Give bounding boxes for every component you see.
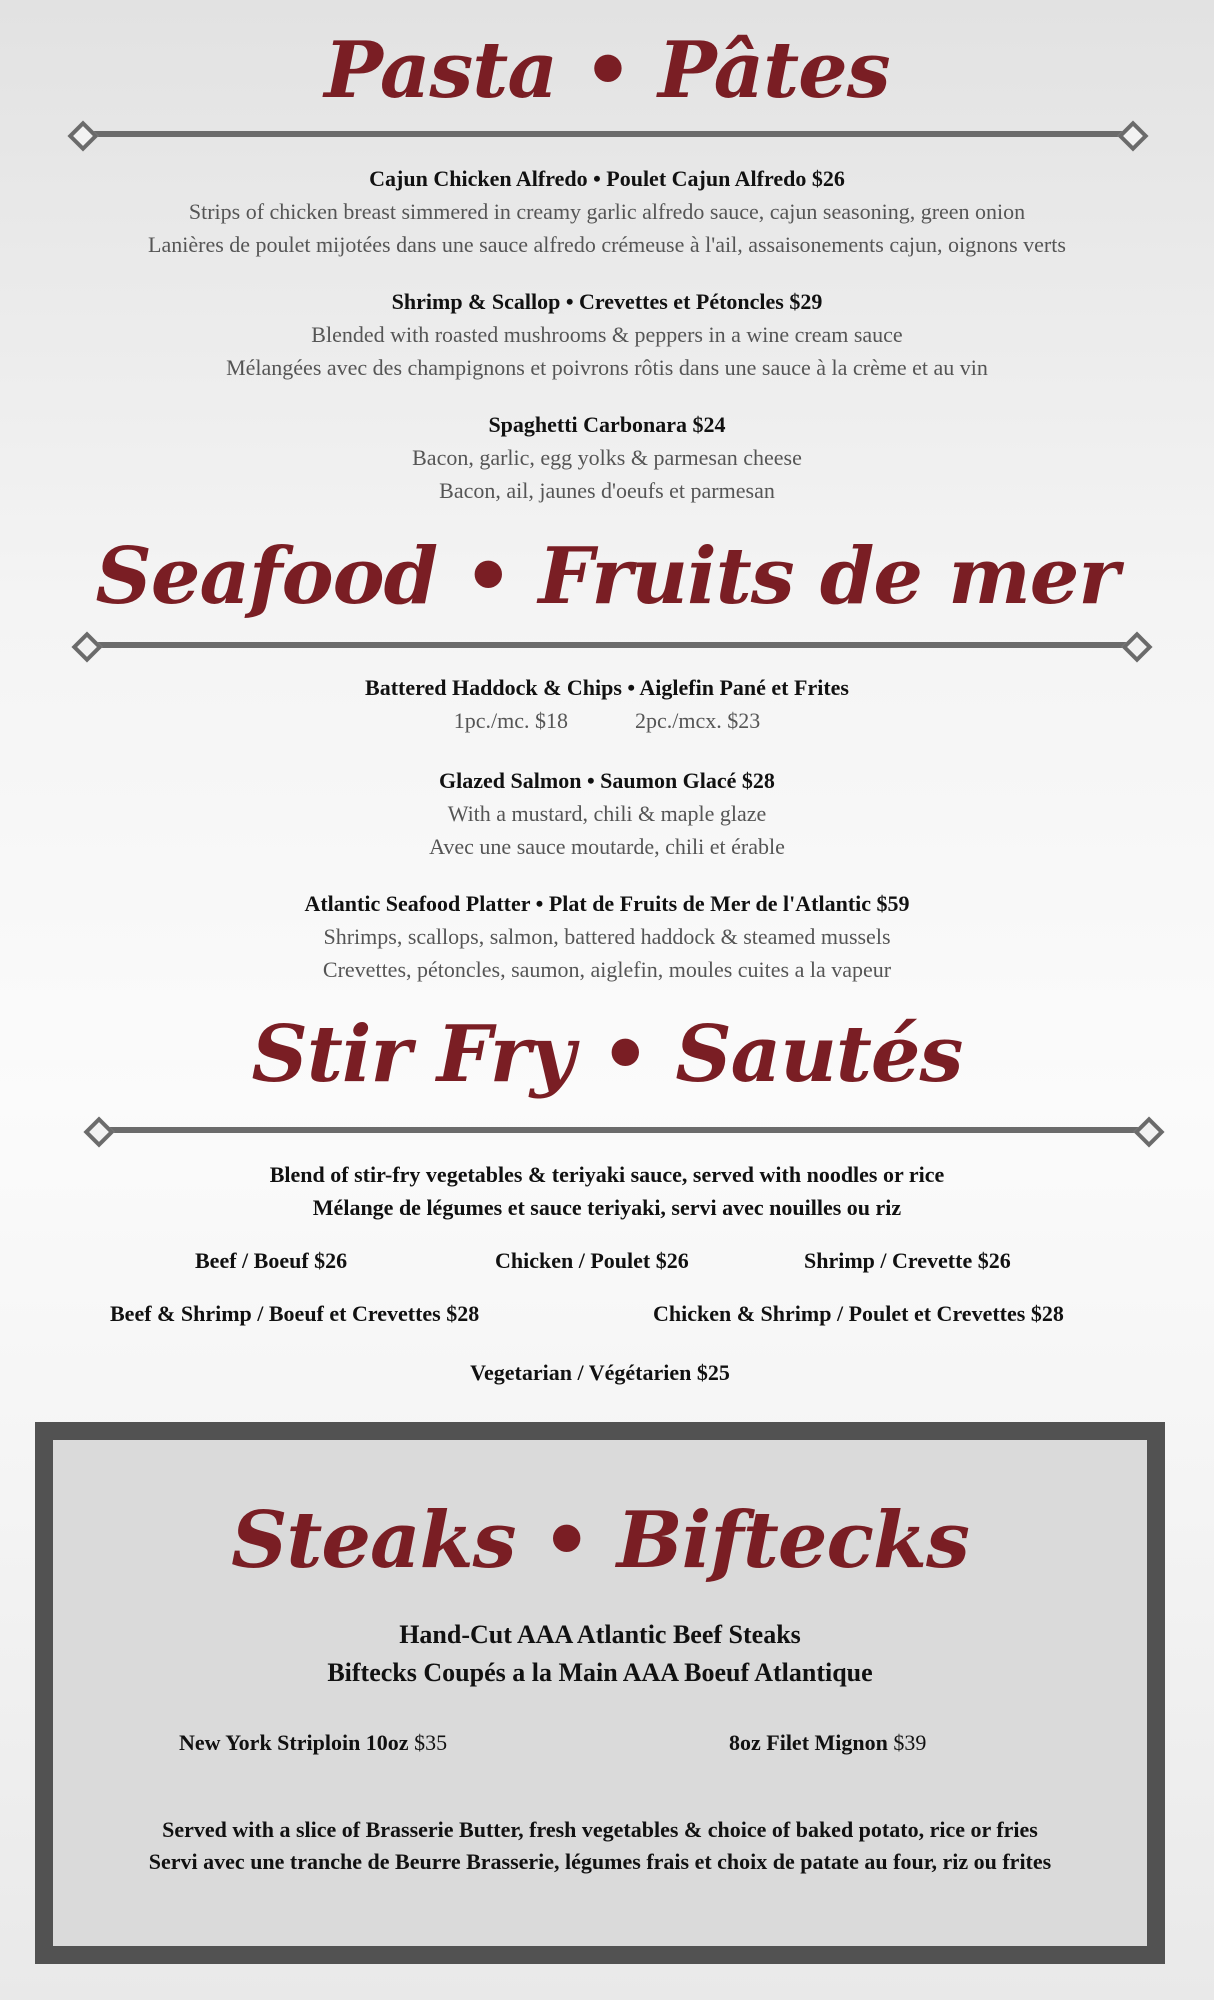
stirfry-option-beef-shrimp: Beef & Shrimp / Boeuf et Crevettes $28 [110, 1301, 480, 1326]
item-desc-fr: Mélangées avec des champignons et poivrons rôtis dans une sauce à la crème et au vin [226, 355, 988, 380]
steaks-panel [35, 1422, 1165, 1964]
stirfry-option-shrimp: Shrimp / Crevette $26 [804, 1248, 1011, 1273]
menu-item-spaghetti-carbonara [0, 409, 1214, 507]
steaks-served-fr: Servi avec une tranche de Beurre Brasserie, légumes frais et choix de patate au four, riz ou frites [148, 1849, 1052, 1874]
menu-item-filet-mignon [729, 1730, 926, 1756]
item-desc-en: Strips of chicken breast simmered in creamy garlic alfredo sauce, cajun seasoning, green onion [188, 199, 1026, 224]
pasta-heading: Pasta • Pâtes [324, 25, 890, 116]
item-name: 8oz Filet Mignon [729, 1730, 888, 1755]
seafood-heading: Seafood • Fruits de mer [95, 531, 1119, 622]
item-name: Glazed Salmon • Saumon Glacé $28 [439, 768, 775, 793]
item-prices [0, 704, 1214, 737]
stirfry-divider [88, 1120, 1160, 1140]
menu-item-glazed-salmon [0, 765, 1214, 863]
item-name: Atlantic Seafood Platter • Plat de Fruits de Mer de l'Atlantic $59 [304, 891, 910, 916]
item-desc-fr: Bacon, ail, jaunes d'oeufs et parmesan [439, 478, 775, 503]
stirfry-option-chicken-shrimp: Chicken & Shrimp / Poulet et Crevettes $28 [653, 1301, 1064, 1326]
item-desc-en: Bacon, garlic, egg yolks & parmesan cheese [412, 445, 802, 470]
item-desc-fr: Avec une sauce moutarde, chili et érable [429, 834, 785, 859]
item-price: $39 [893, 1730, 927, 1755]
stirfry-intro-fr: Mélange de légumes et sauce teriyaki, servi avec nouilles ou riz [312, 1195, 902, 1220]
item-desc-en: Shrimps, scallops, salmon, battered haddock & steamed mussels [323, 924, 891, 949]
menu-item-ny-striploin [179, 1730, 447, 1756]
steaks-subtitle-en: Hand-Cut AAA Atlantic Beef Steaks [399, 1620, 801, 1649]
steaks-served-en: Served with a slice of Brasserie Butter, fresh vegetables & choice of baked potato, rice or fries [162, 1817, 1038, 1842]
stirfry-heading: Stir Fry • Sautés [251, 1009, 963, 1100]
item-name: Spaghetti Carbonara $24 [488, 412, 726, 437]
item-name: Battered Haddock & Chips • Aiglefin Pané et Frites [365, 675, 849, 700]
menu-item-atlantic-seafood-platter [0, 888, 1214, 986]
stirfry-option-vegetarian: Vegetarian / Végétarien $25 [470, 1360, 730, 1385]
seafood-divider [76, 635, 1148, 655]
item-desc-fr: Lanières de poulet mijotées dans une sauce alfredo crémeuse à l'ail, assaisonements cajun, oignons verts [148, 232, 1066, 257]
price-one-piece: 1pc./mc. $18 [453, 708, 568, 733]
item-desc-en: Blended with roasted mushrooms & peppers in a wine cream sauce [311, 322, 903, 347]
menu-item-cajun-chicken-alfredo [0, 163, 1214, 261]
pasta-divider [72, 124, 1144, 144]
item-name: Shrimp & Scallop • Crevettes et Pétoncles $29 [391, 289, 823, 314]
item-price: $35 [414, 1730, 448, 1755]
steaks-subtitle-fr: Biftecks Coupés a la Main AAA Boeuf Atlantique [327, 1658, 873, 1687]
stirfry-intro-en: Blend of stir-fry vegetables & teriyaki sauce, served with noodles or rice [269, 1162, 945, 1187]
item-desc-en: With a mustard, chili & maple glaze [447, 801, 767, 826]
menu-item-shrimp-scallop [0, 286, 1214, 384]
item-desc-fr: Crevettes, pétoncles, saumon, aiglefin, moules cuites a la vapeur [322, 957, 892, 982]
price-two-piece: 2pc./mcx. $23 [635, 708, 761, 733]
stirfry-option-chicken: Chicken / Poulet $26 [495, 1248, 689, 1273]
menu-item-battered-haddock [0, 672, 1214, 737]
steaks-heading: Steaks • Biftecks [231, 1495, 969, 1586]
item-name: Cajun Chicken Alfredo • Poulet Cajun Alfredo $26 [369, 166, 845, 191]
item-name: New York Striploin 10oz [179, 1730, 409, 1755]
stirfry-option-beef: Beef / Boeuf $26 [195, 1248, 348, 1273]
